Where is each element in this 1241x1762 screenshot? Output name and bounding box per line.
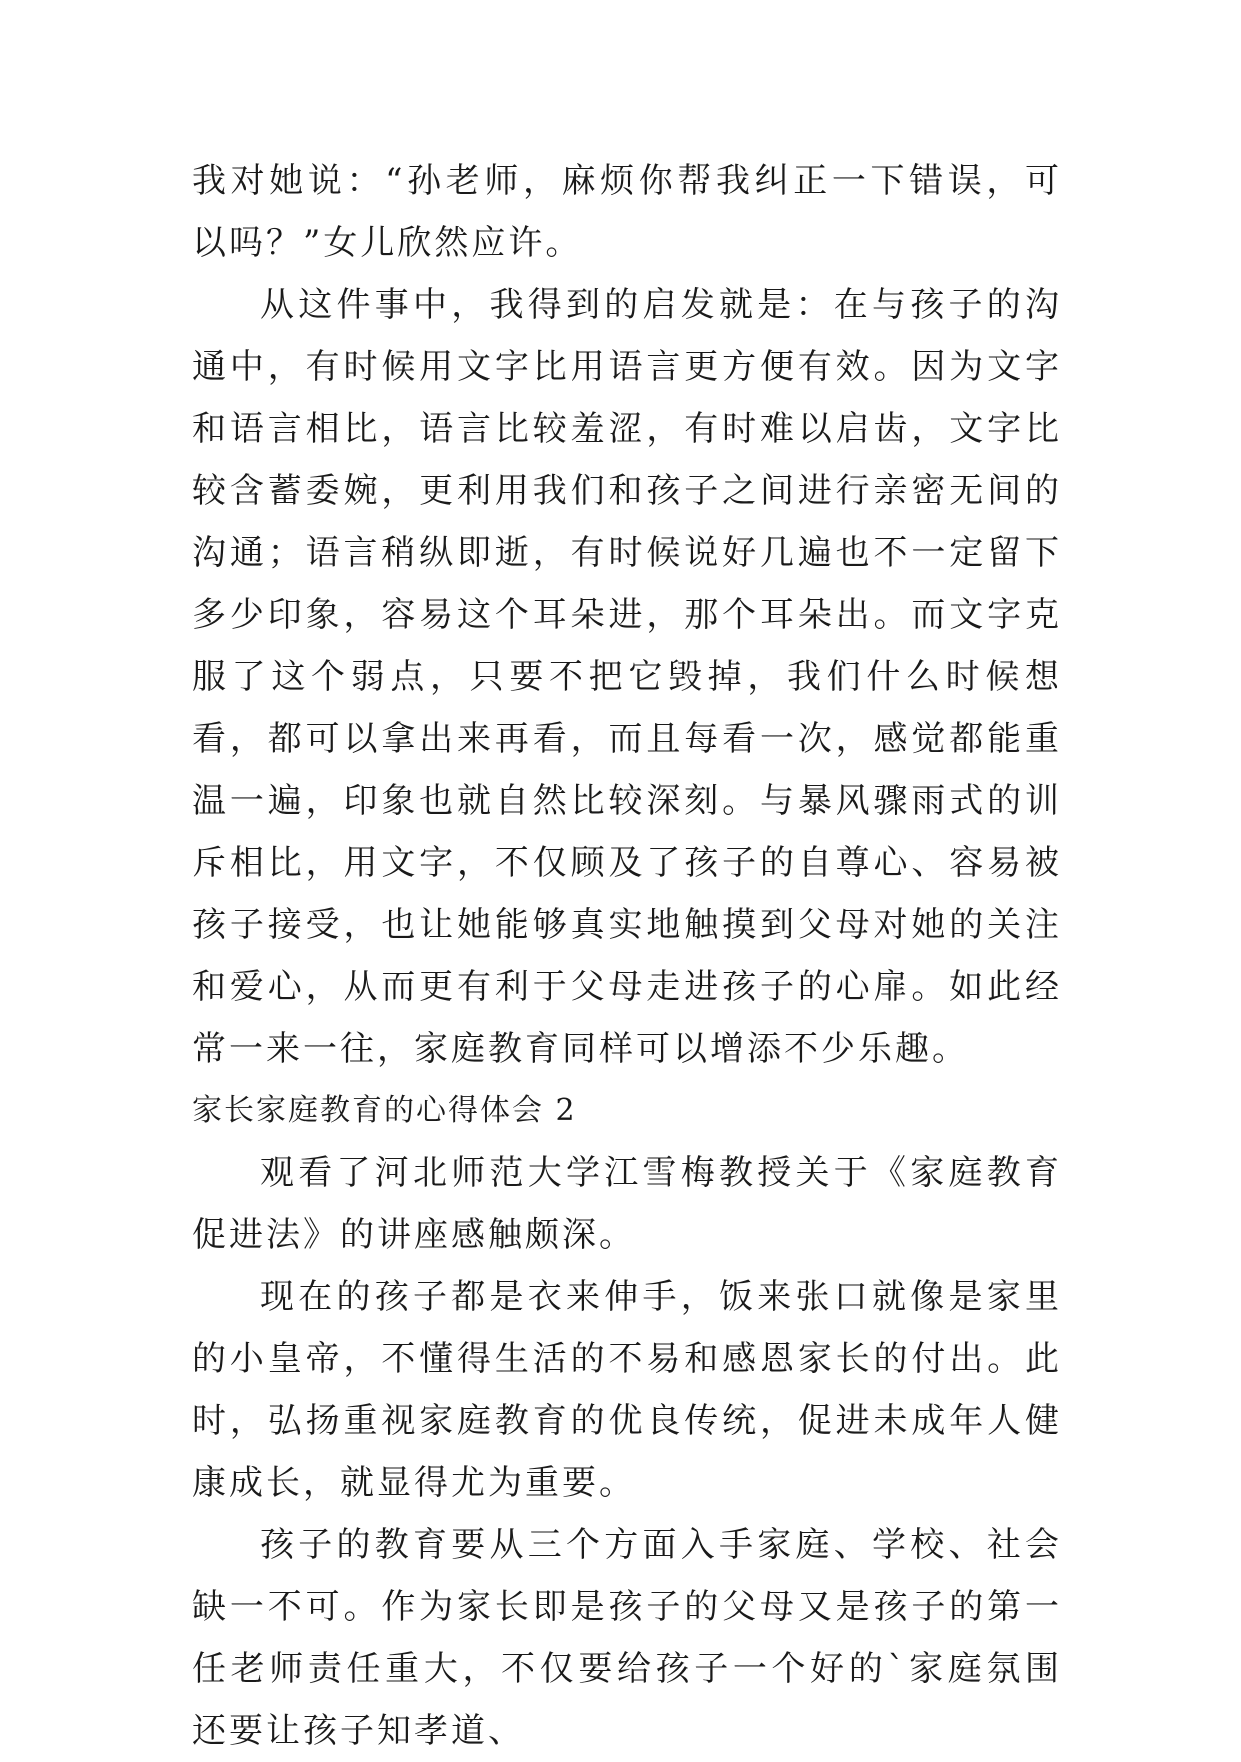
- document-body: [192, 150, 1062, 1762]
- section-title: 家长家庭教育的心得体会 2: [192, 1093, 577, 1128]
- section-paragraph-1: 观看了河北师范大学江雪梅教授关于《家庭教育促进法》的讲座感触颇深。: [192, 1153, 1062, 1255]
- paragraph-1: 我对她说：“孙老师，麻烦你帮我纠正一下错误，可以吗？”女儿欣然应许。: [192, 161, 1062, 263]
- section-paragraph-3: 孩子的教育要从三个方面入手家庭、学校、社会缺一不可。作为家长即是孩子的父母又是孩子的第一任老师责任重大，不仅要给孩子一个好的`家庭氛围还要让孩子知孝道、: [192, 1525, 1062, 1751]
- section-paragraph-2: 现在的孩子都是衣来伸手，饭来张口就像是家里的小皇帝，不懂得生活的不易和感恩家长的付出。此时，弘扬重视家庭教育的优良传统，促进未成年人健康成长，就显得尤为重要。: [192, 1277, 1062, 1503]
- paragraph-2: 从这件事中，我得到的启发就是：在与孩子的沟通中，有时候用文字比用语言更方便有效。因为文字和语言相比，语言比较羞涩，有时难以启齿，文字比较含蓄委婉，更利用我们和孩子之间进行亲密无间的沟通；语言稍纵即逝，有时候说好几遍也不一定留下多少印象，容易这个耳朵进，那个耳朵出。而文字克服了这个弱点，只要不把它毁掉，我们什么时候想看，都可以拿出来再看，而且每看一次，感觉都能重温一遍，印象也就自然比较深刻。与暴风骤雨式的训斥相比，用文字，不仅顾及了孩子的自尊心、容易被孩子接受，也让她能够真实地触摸到父母对她的关注和爱心，从而更有利于父母走进孩子的心扉。如此经常一来一往，家庭教育同样可以增添不少乐趣。: [192, 285, 1062, 1069]
